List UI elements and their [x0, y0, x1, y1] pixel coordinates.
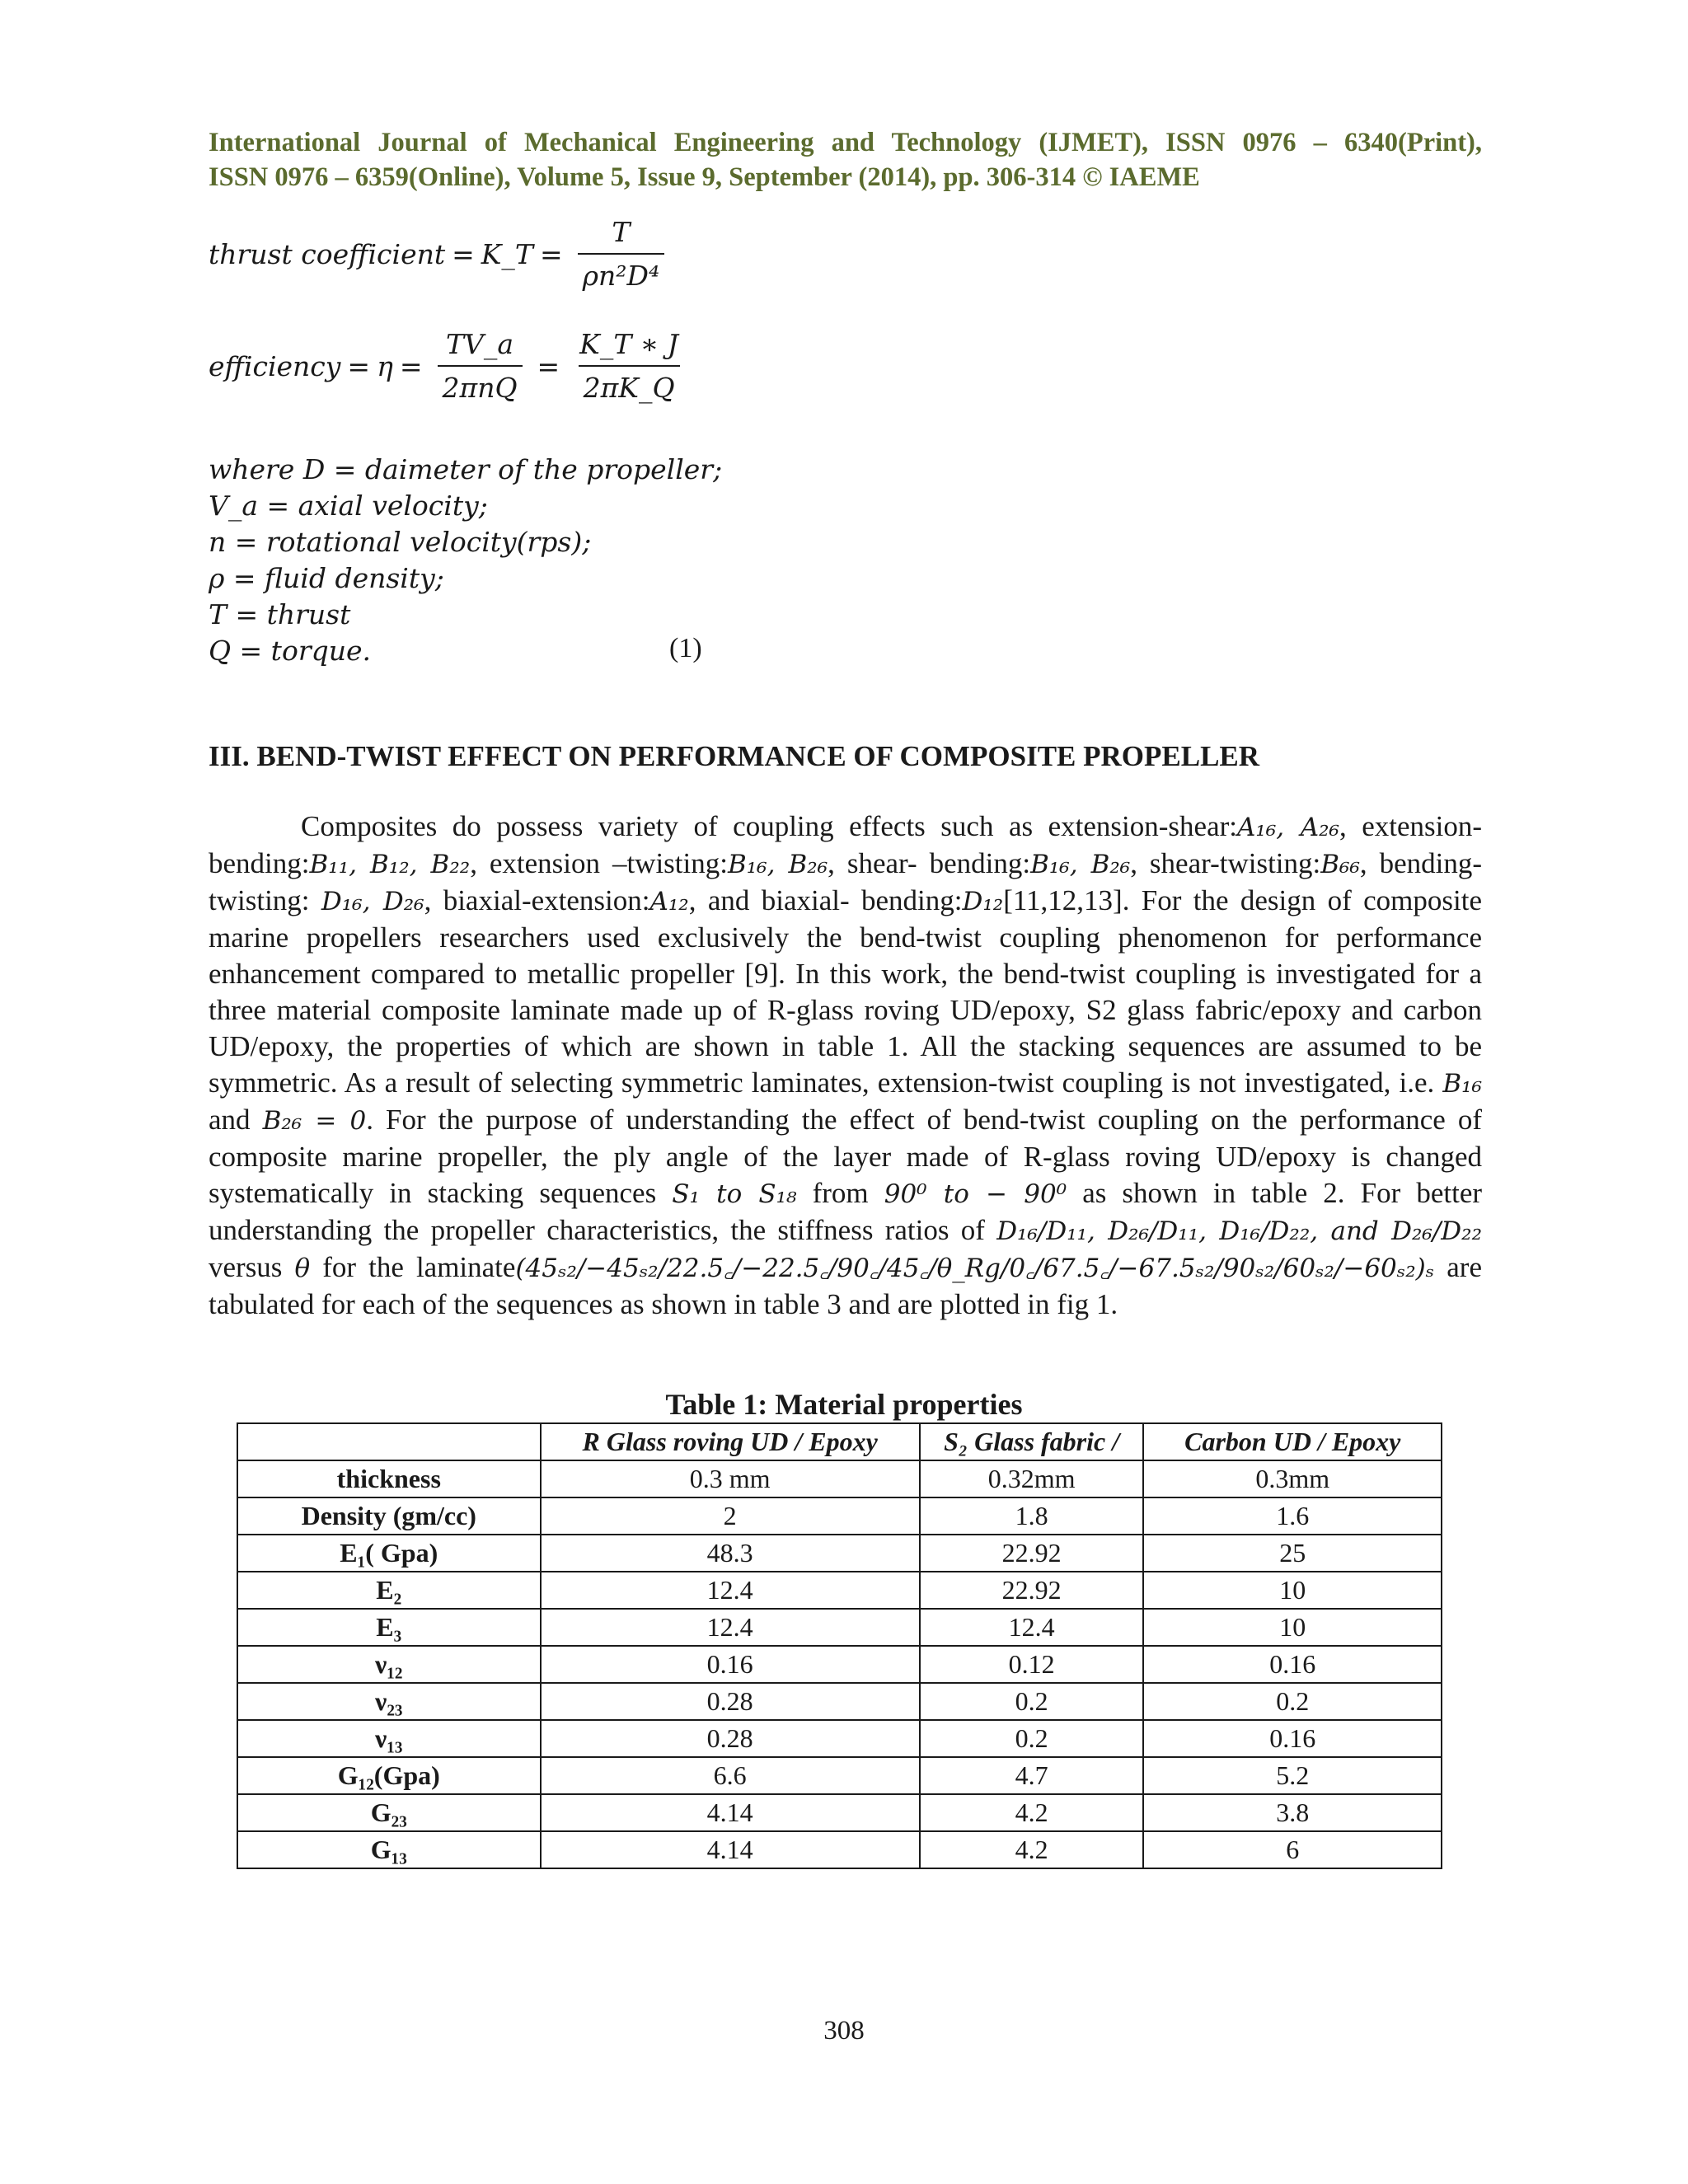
math-run: B₆₆ [1320, 850, 1360, 879]
efficiency-equation: efficiency = η = $\frac{TV\_a}{\text{2πnQ}}$ = $\frac{K\_T ∗ J}{2\pi K\_Q}$ [209, 328, 692, 404]
math-run: D₁₆/D₁₁, D₂₆/D₁₁, D₁₆/D₂₂, and D₂₆/D₂₂ [996, 1216, 1483, 1246]
text-run: Composites do possess variety of coupling effects such as extension-shear: [301, 810, 1237, 842]
column-header: R Glass roving UD / Epoxy [541, 1423, 920, 1460]
table-cell: 0.2 [920, 1683, 1144, 1720]
table-row [237, 1609, 1442, 1646]
table-cell: 12.4 [541, 1609, 920, 1646]
eq-lhs: thrust coefficient [209, 237, 446, 270]
eq-mid: K_T [481, 237, 533, 270]
row-label: G₁₃ [237, 1831, 541, 1868]
table-cell: 12.4 [920, 1609, 1144, 1646]
column-header: S₂ Glass fabric / [920, 1423, 1144, 1460]
efficiency-numerator-1: TV_a [446, 328, 514, 360]
text-run: , biaxial-extension: [424, 884, 650, 916]
math-run: B₁₁, B₁₂, B₂₂ [309, 850, 471, 879]
table-row [237, 1794, 1442, 1831]
definition-line: Q = torque. [209, 635, 371, 667]
efficiency-denominator-1: 2πnQ [438, 365, 523, 404]
table-cell: 6.6 [541, 1757, 920, 1794]
text-run: are tabulated for each of the sequences as shown in table 3 and are plotted in fig 1. [209, 1251, 1482, 1320]
table-cell: 0.2 [1143, 1683, 1442, 1720]
table-cell: 4.2 [920, 1794, 1144, 1831]
table-cell: 22.92 [920, 1572, 1144, 1609]
table-header-row [237, 1423, 1442, 1460]
definition-line: n = rotational velocity(rps); [209, 526, 592, 558]
page-number: 308 [823, 2016, 865, 2046]
table-cell: 12.4 [541, 1572, 920, 1609]
table-cell: 1.8 [920, 1497, 1144, 1535]
math-run: A₁₆, A₂₆ [1237, 813, 1339, 842]
table-cell: 0.3mm [1143, 1460, 1442, 1497]
variable-definitions [209, 452, 722, 669]
text-run: , and biaxial- bending: [688, 884, 963, 916]
thrust-numerator: T [612, 216, 631, 248]
text-run: from [796, 1177, 884, 1209]
definition-line: ρ = fluid density; [209, 562, 444, 594]
math-run: B₁₆, B₂₆ [1030, 850, 1131, 879]
definition-line: T = thrust [209, 598, 351, 630]
table-cell: 22.92 [920, 1535, 1144, 1572]
row-label: ν₁₃ [237, 1720, 541, 1757]
table-cell: 0.16 [1143, 1720, 1442, 1757]
table-cell: 0.2 [920, 1720, 1144, 1757]
definition-line: V_a = axial velocity; [209, 490, 488, 522]
table-cell: 0.32mm [920, 1460, 1144, 1497]
math-run: (45ₛ₂/−45ₛ₂/22.5꜀/−22.5꜀/90꜀/45꜀/θ_Rg/0꜀/67.5꜀/−67.5ₛ₂/90ₛ₂/60ₛ₂/−60ₛ₂)ₛ [515, 1254, 1435, 1283]
equation-number: (1) [669, 633, 702, 663]
math-run: A₁₂ [649, 887, 689, 916]
row-label: E₃ [237, 1609, 541, 1646]
table-cell: 5.2 [1143, 1757, 1442, 1794]
row-label: ν₁₂ [237, 1646, 541, 1683]
table-cell: 0.3 mm [541, 1460, 920, 1497]
table-cell: 2 [541, 1497, 920, 1535]
text-run: , shear-twisting: [1130, 847, 1321, 879]
definition-line: where D = daimeter of the propeller; [209, 453, 723, 485]
table-cell: 4.14 [541, 1831, 920, 1868]
text-run: , extension –twisting: [470, 847, 728, 879]
text-run: [11,12,13]. For the design of composite marine propellers researchers used exclusively the bend-twist coupling phenomenon for performance enhancement compared to metallic propeller [9]. In this work, the bend-twist coupling is investigated for a three material composite laminate made up of R-glass roving UD/epoxy, S2 glass fabric/epoxy and carbon UD/epoxy, the properties of which are shown in table 1. All the stacking sequences are assumed to be symmetric. As a result of selecting symmetric laminates, extension-twist coupling is not investigated, i.e. [209, 884, 1482, 1099]
row-label: Density (gm/cc) [237, 1497, 541, 1535]
text-run: . For the purpose of understanding the effect of bend-twist coupling on the performance of composite marine propeller, the ply angle of the layer made of R-glass roving UD/epoxy is changed systematically in stacking sequences [209, 1104, 1482, 1209]
table-cell: 4.7 [920, 1757, 1144, 1794]
thrust-coefficient-equation: thrust coefficient = K_T = $\frac{T}{\text{ρn²D⁴}}$ [209, 216, 673, 292]
table-cell: 0.28 [541, 1683, 920, 1720]
table-cell: 10 [1143, 1609, 1442, 1646]
row-label: E₂ [237, 1572, 541, 1609]
math-run: B₂₆ = 0 [262, 1106, 367, 1136]
math-run: B₁₆ [1442, 1069, 1482, 1099]
math-run: S₁ to S₁₈ [672, 1179, 797, 1209]
table-cell: 3.8 [1143, 1794, 1442, 1831]
table-caption: Table 1: Material properties [665, 1388, 1023, 1421]
text-run: , shear- bending: [828, 847, 1031, 879]
table-row [237, 1646, 1442, 1683]
thrust-fraction [578, 216, 665, 292]
text-run: , bending- twisting: [209, 847, 1482, 916]
table-cell: 0.28 [541, 1720, 920, 1757]
text-run: for the laminate [310, 1251, 516, 1283]
table-cell: 1.6 [1143, 1497, 1442, 1535]
math-run: 90⁰ to − 90⁰ [884, 1179, 1067, 1209]
table-row [237, 1720, 1442, 1757]
section-title: III. BEND-TWIST EFFECT ON PERFORMANCE OF COMPOSITE PROPELLER [209, 740, 1260, 772]
thrust-denominator: ρn²D⁴ [578, 253, 665, 292]
table-cell: 0.16 [1143, 1646, 1442, 1683]
table-row [237, 1460, 1442, 1497]
math-run: θ [294, 1254, 311, 1283]
table-cell: 10 [1143, 1572, 1442, 1609]
row-label: ν₂₃ [237, 1683, 541, 1720]
body-paragraph [209, 808, 1482, 1323]
table-cell: 0.16 [541, 1646, 920, 1683]
efficiency-denominator-2: 2πK_Q [579, 365, 680, 404]
table-cell: 4.2 [920, 1831, 1144, 1868]
row-label: E₁( Gpa) [237, 1535, 541, 1572]
row-label: G₂₃ [237, 1794, 541, 1831]
row-label: thickness [237, 1460, 541, 1497]
text-run: and [209, 1104, 263, 1136]
math-run: D₁₂ [962, 887, 1004, 916]
table-row [237, 1831, 1442, 1868]
header-line-2: ISSN 0976 – 6359(Online), Volume 5, Issue 9, September (2014), pp. 306-314 © IAEME [209, 162, 1200, 192]
column-header: Carbon UD / Epoxy [1143, 1423, 1442, 1460]
table-cell: 4.14 [541, 1794, 920, 1831]
text-run: as shown in table 2. For better understanding the propeller characteristics, the stiffness ratios of [209, 1177, 1483, 1246]
table-cell: 48.3 [541, 1535, 920, 1572]
header-line-1: International Journal of Mechanical Engineering and Technology (IJMET), ISSN 0976 – 6340(Print), [209, 128, 1482, 157]
efficiency-numerator-2: K_T ∗ J [579, 328, 678, 360]
efficiency-fraction-1 [438, 328, 523, 404]
efficiency-fraction-2 [574, 328, 683, 404]
text-run: versus [209, 1251, 295, 1283]
table-cell: 0.12 [920, 1646, 1144, 1683]
column-header [237, 1423, 541, 1460]
table-row [237, 1497, 1442, 1535]
math-run: B₁₆, B₂₆ [727, 850, 828, 879]
table-row [237, 1535, 1442, 1572]
table-row [237, 1683, 1442, 1720]
row-label: G₁₂(Gpa) [237, 1757, 541, 1794]
journal-header [209, 125, 1482, 194]
eq-mid: η [377, 349, 393, 382]
text-run: , extension-bending: [209, 810, 1483, 879]
table-cell: 6 [1143, 1831, 1442, 1868]
eq-lhs: efficiency [209, 349, 341, 382]
table-row [237, 1757, 1442, 1794]
material-properties-table [237, 1422, 1442, 1869]
math-run: D₁₆, D₂₆ [321, 887, 424, 916]
table-cell: 25 [1143, 1535, 1442, 1572]
table-row [237, 1572, 1442, 1609]
